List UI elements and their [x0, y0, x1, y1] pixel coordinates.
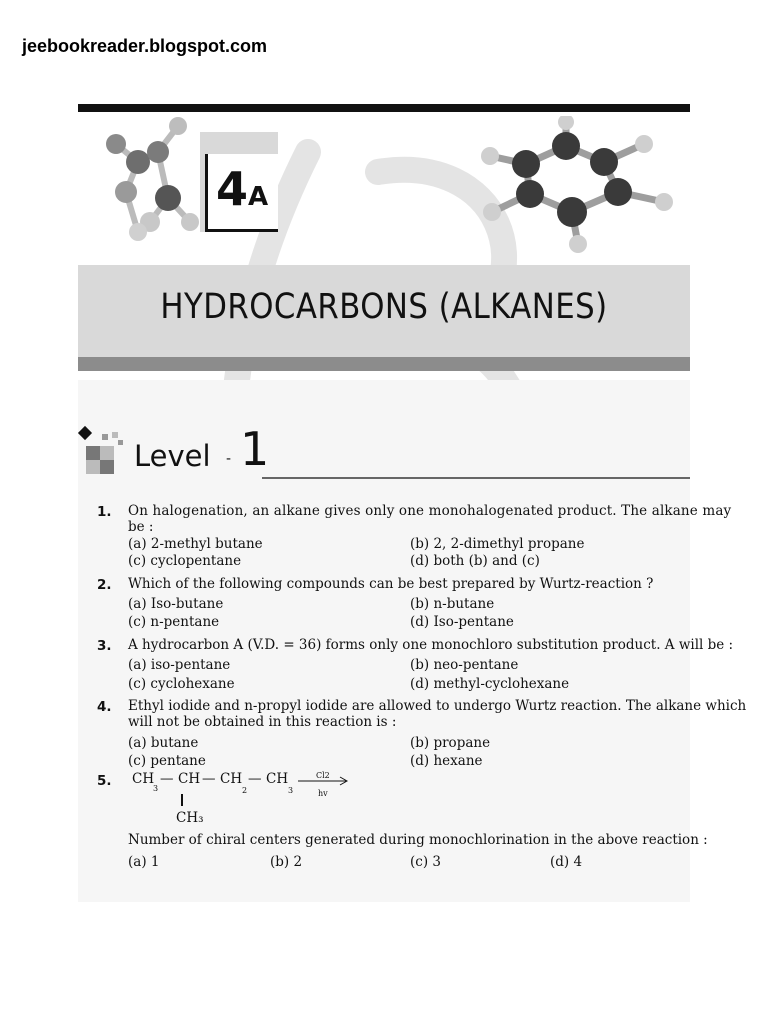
level-number: 1	[240, 422, 270, 476]
question-number: 5.	[97, 773, 112, 789]
header-rule	[78, 104, 690, 112]
chapter-suffix: A	[248, 182, 269, 212]
molecule-image-right	[468, 116, 692, 264]
formula-group: CH	[220, 771, 243, 787]
option: (a) Iso-butane	[128, 596, 224, 612]
chapter-badge	[200, 132, 278, 232]
option: (b) 2	[270, 854, 303, 870]
formula-bond: —	[248, 771, 262, 787]
branch-bond	[181, 794, 183, 806]
question-text: On halogenation, an alkane gives only one monohalogenated product. The alkane may	[128, 503, 732, 519]
option: (d) both (b) and (c)	[410, 553, 540, 569]
option: (c) cyclopentane	[128, 553, 242, 569]
formula-group: CH	[178, 771, 201, 787]
option: (b) neo-pentane	[410, 657, 519, 673]
question-text: A hydrocarbon A (V.D. = 36) forms only one monochloro substitution product. A will be :	[128, 637, 734, 653]
reagent-label: Cl2	[316, 771, 330, 780]
question-number: 1.	[97, 504, 112, 520]
formula-branch: CH₃	[176, 810, 204, 826]
site-url: jeebookreader.blogspot.com	[22, 36, 268, 56]
level-icon	[76, 424, 132, 482]
question-text: will not be obtained in this reaction is :	[128, 714, 397, 730]
option: (d) hexane	[410, 753, 483, 769]
option: (c) 3	[410, 854, 441, 870]
level-dash: -	[226, 451, 232, 467]
question-number: 4.	[97, 699, 112, 715]
question-text: Which of the following compounds can be best prepared by Wurtz-reaction ?	[128, 576, 654, 592]
chapter-title-band	[78, 265, 690, 357]
option: (c) pentane	[128, 753, 206, 769]
question-text: Number of chiral centers generated during monochlorination in the above reaction :	[128, 832, 708, 848]
option: (b) propane	[410, 735, 491, 751]
chapter-number: 4A	[216, 162, 269, 216]
option: (a) 2-methyl butane	[128, 536, 263, 552]
option: (d) 4	[550, 854, 583, 870]
option: (d) methyl-cyclohexane	[410, 676, 570, 692]
option: (b) 2, 2-dimethyl propane	[410, 536, 585, 552]
option: (c) cyclohexane	[128, 676, 235, 692]
formula-group: CH	[266, 771, 289, 787]
question-number: 3.	[97, 638, 112, 654]
title-band-shadow	[78, 357, 690, 371]
formula-subscript: 3	[153, 784, 159, 793]
question-text: Ethyl iodide and n-propyl iodide are allowed to undergo Wurtz reaction. The alkane which	[128, 698, 747, 714]
molecule-image-left	[98, 112, 208, 252]
formula-bond: —	[160, 771, 174, 787]
question-text: be :	[128, 519, 154, 535]
level-rule	[262, 477, 690, 479]
formula-group: CH	[132, 771, 155, 787]
question-number: 2.	[97, 577, 112, 593]
option: (a) butane	[128, 735, 199, 751]
condition-label: hv	[318, 789, 328, 798]
option: (d) Iso-pentane	[410, 614, 514, 630]
formula-subscript: 3	[288, 786, 294, 795]
option: (b) n-butane	[410, 596, 495, 612]
option: (a) iso-pentane	[128, 657, 231, 673]
formula-subscript: 2	[242, 786, 248, 795]
level-label: Level	[134, 439, 211, 473]
option: (c) n-pentane	[128, 614, 220, 630]
option: (a) 1	[128, 854, 160, 870]
reaction-arrow	[298, 776, 350, 786]
formula-bond: —	[202, 771, 216, 787]
chapter-title: HYDROCARBONS (ALKANES)	[160, 287, 608, 327]
